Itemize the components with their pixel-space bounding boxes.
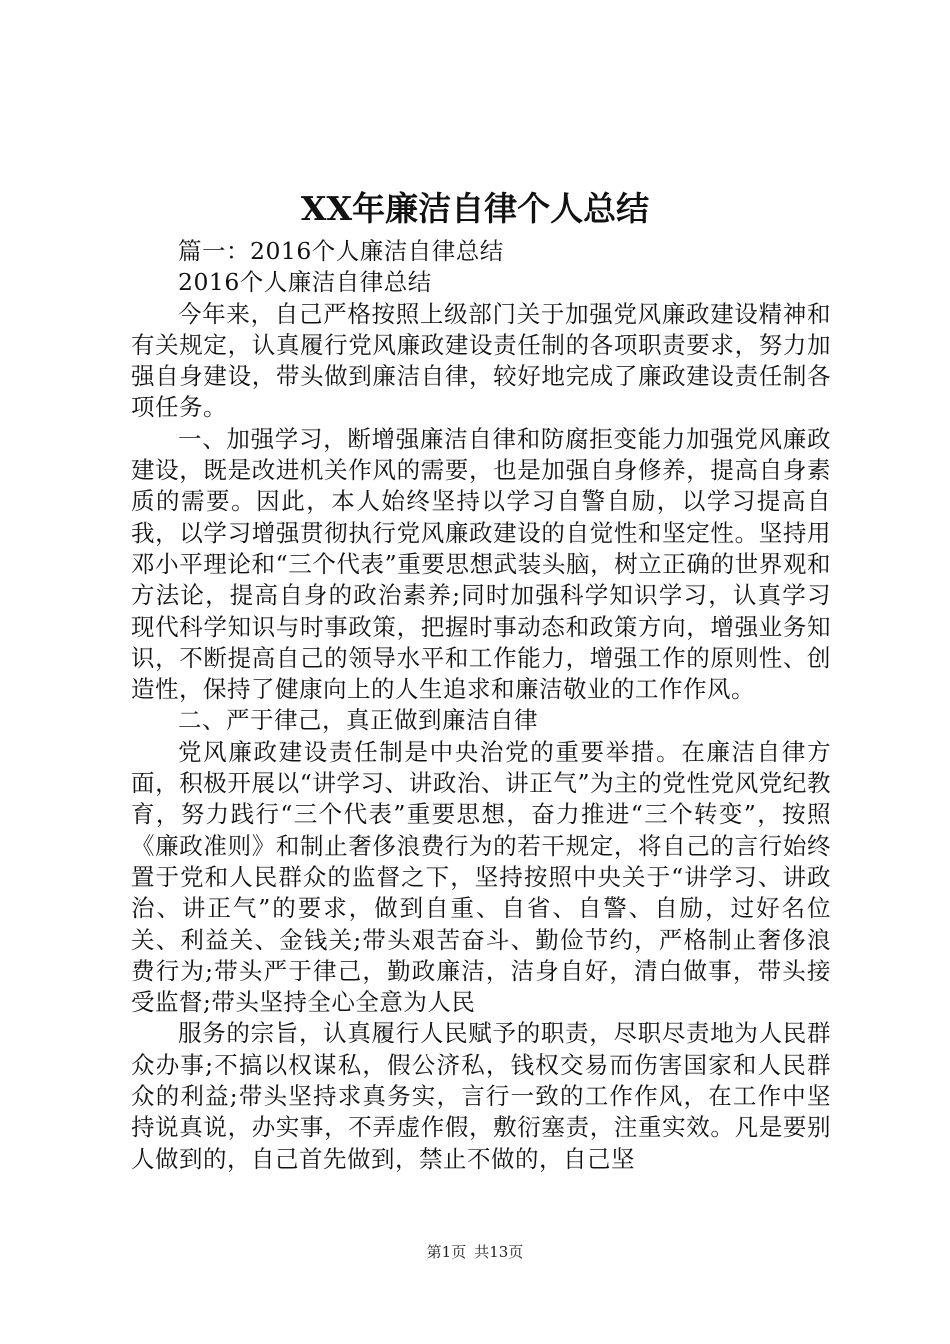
subtitle: 2016个人廉洁自律总结 <box>178 268 432 297</box>
document-title: XX年廉洁自律个人总结 <box>300 189 650 228</box>
section-heading-2: 二、严于律己，真正做到廉洁自律 <box>178 706 538 735</box>
paragraph-discipline: 党风廉政建设责任制是中央治党的重要举措。在廉洁自律方面，积极开展以“讲学习、讲政治、讲正气”为主的党性党风党纪教育，努力践行“三个代表”重要思想，奋力推进“三个转变”，按照《廉政准则》和制止奢侈浪费行为的若干规定，将自己的言行始终置于党和人民群众的监督之下，坚持按照中央关于“讲学习、讲政治、讲正气”的要求，做到自重、自省、自警、自励，过好名位关、利益关、金钱关;带头艰苦奋斗、勤俭节约，严格制止奢侈浪费行为;带头严于律己，勤政廉洁，洁身自好，清白做事，带头接受监督;带头坚持全心全意为人民 <box>131 737 831 1017</box>
page-footer <box>0 1241 950 1263</box>
section-heading-1: 篇一：2016个人廉洁自律总结 <box>178 237 504 265</box>
paragraph-service: 服务的宗旨，认真履行人民赋予的职责，尽职尽责地为人民群众办事;不搞以权谋私，假公济私，钱权交易而伤害国家和人民群众的利益;带头坚持求真务实，言行一致的工作作风，在工作中坚持说真说，办实事，不弄虚作假，敷衍塞责，注重实效。凡是要别人做到的，自己首先做到，禁止不做的，自己坚 <box>131 1019 831 1173</box>
page-total: 共13页 <box>474 1243 524 1261</box>
page-number: 第1页 <box>426 1243 467 1261</box>
document-body <box>131 236 831 1175</box>
paragraph-intro: 今年来，自己严格按照上级部门关于加强党风廉政建设精神和有关规定，认真履行党风廉政建设责任制的各项职责要求，努力加强自身建设，带头做到廉洁自律，较好地完成了廉政建设责任制各项任务。 <box>131 299 831 422</box>
paragraph-study: 一、加强学习，断增强廉洁自律和防腐拒变能力加强党风廉政建设，既是改进机关作风的需要，也是加强自身修养，提高自身素质的需要。因此，本人始终坚持以学习自警自励，以学习提高自我，以学习增强贯彻执行党风廉政建设的自觉性和坚定性。坚持用邓小平理论和“三个代表”重要思想武装头脑，树立正确的世界观和方法论，提高自身的政治素养;同时加强科学知识学习，认真学习现代科学知识与时事政策，把握时事动态和政策方向，增强业务知识，不断提高自己的领导水平和工作能力，增强工作的原则性、创造性，保持了健康向上的人生追求和廉洁敬业的工作作风。 <box>131 424 831 704</box>
